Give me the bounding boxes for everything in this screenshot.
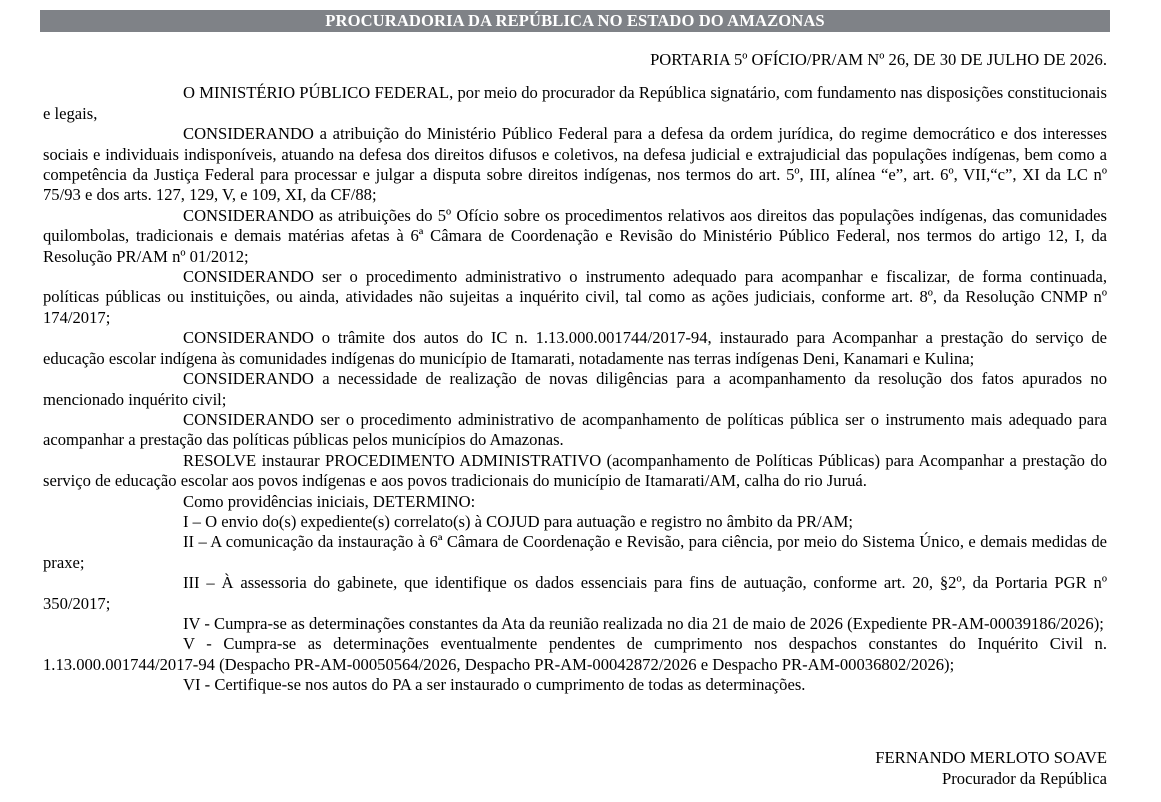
- document-body: [43, 83, 1107, 695]
- paragraph: CONSIDERANDO a necessidade de realização de novas diligências para a acompanhamento da resolução dos fatos apurados no mencionado inquérito civil;: [43, 369, 1107, 409]
- paragraph: III – À assessoria do gabinete, que identifique os dados essenciais para fins de autuação, conforme art. 20, §2º, da Portaria PGR nº 350/2017;: [43, 573, 1107, 613]
- paragraph: VI - Certifique-se nos autos do PA a ser instaurado o cumprimento de todas as determinações.: [183, 675, 806, 695]
- signature-role: Procurador da República: [942, 769, 1107, 788]
- document-page: [43, 10, 1107, 696]
- paragraph: Como providências iniciais, DETERMINO:: [183, 491, 476, 511]
- header-title: PROCURADORIA DA REPÚBLICA NO ESTADO DO AMAZONAS: [40, 10, 1110, 32]
- paragraph: CONSIDERANDO ser o procedimento administrativo de acompanhamento de políticas pública ser o instrumento mais adequado para acompanhar a prestação das políticas públicas pelos municípios do Amazonas.: [43, 409, 1107, 450]
- paragraph: CONSIDERANDO o trâmite dos autos do IC n. 1.13.000.001744/2017-94, instaurado para Acompanhar a prestação do serviço de educação escolar indígena às comunidades indígenas do município de Itamarati, notadamente nas terras indígenas Deni, Kanamari e Kulina;: [43, 328, 1107, 368]
- paragraph: RESOLVE instaurar PROCEDIMENTO ADMINISTRATIVO (acompanhamento de Políticas Públicas) para Acompanhar a prestação do serviço de educação escolar aos povos indígenas e aos povos tradicionais do município de Itamarati/AM, calha do rio Juruá.: [43, 450, 1107, 491]
- paragraph: IV - Cumpra-se as determinações constantes da Ata da reunião realizada no dia 21 de maio de 2026 (Expediente PR-AM-00039186/2026);: [183, 613, 1104, 633]
- signature-block: [875, 747, 1107, 789]
- paragraph: I – O envio do(s) expediente(s) correlato(s) à COJUD para autuação e registro no âmbito da PR/AM;: [183, 511, 854, 531]
- signature-name: FERNANDO MERLOTO SOAVE: [875, 748, 1107, 767]
- paragraph: O MINISTÉRIO PÚBLICO FEDERAL, por meio do procurador da República signatário, com fundamento nas disposições constitucionais e legais,: [43, 83, 1107, 123]
- paragraph: CONSIDERANDO a atribuição do Ministério Público Federal para a defesa da ordem jurídica, do regime democrático e dos interesses sociais e individuais indisponíveis, atuando na defesa dos direitos difusos e coletivos, na defesa judicial e extrajudicial das populações indígenas, bem como a competência da Justiça Federal para processar e julgar a disputa sobre direitos indígenas, nos termos do art. 5º, III, alínea “e”, art. 6º, VII,“c”, XI da LC nº 75/93 e dos arts. 127, 129, V, e 109, XI, da CF/88;: [43, 124, 1107, 205]
- paragraph: II – A comunicação da instauração à 6ª Câmara de Coordenação e Revisão, para ciência, por meio do Sistema Único, e demais medidas de praxe;: [43, 532, 1107, 572]
- paragraph: CONSIDERANDO ser o procedimento administrativo o instrumento adequado para acompanhar e fiscalizar, de forma continuada, políticas públicas ou instituições, ou ainda, atividades não sujeitas a inquérito civil, tal como as ações judiciais, conforme art. 8º, da Resolução CNMP nº 174/2017;: [43, 267, 1107, 327]
- paragraph: V - Cumpra-se as determinações eventualmente pendentes de cumprimento nos despachos constantes do Inquérito Civil n. 1.13.000.001744/2017-94 (Despacho PR-AM-00050564/2026, Despacho PR-AM-00042872/2026 e Despacho PR-AM-00036802/2026);: [43, 634, 1107, 674]
- portaria-title: PORTARIA 5º OFÍCIO/PR/AM Nº 26, DE 30 DE JULHO DE 2026.: [650, 50, 1107, 69]
- paragraph: CONSIDERANDO as atribuições do 5º Ofício sobre os procedimentos relativos aos direitos das populações indígenas, das comunidades quilombolas, tradicionais e demais matérias afetas à 6ª Câmara de Coordenação e Revisão do Ministério Público Federal, nos termos do artigo 12, I, da Resolução PR/AM nº 01/2012;: [43, 205, 1107, 266]
